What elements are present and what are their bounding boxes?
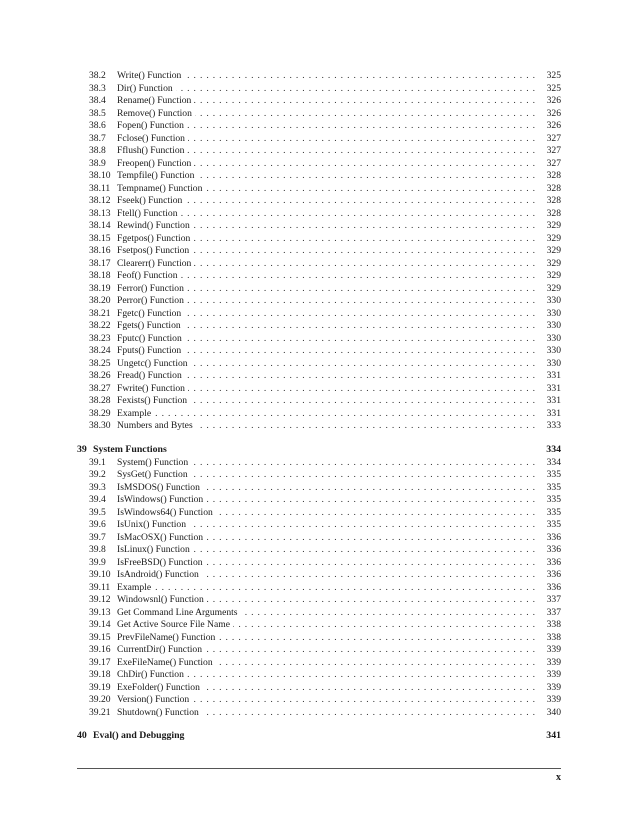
toc-entry[interactable] (77, 258, 561, 271)
section-page-number: 325 (546, 82, 561, 94)
section-number: 38.14 (89, 220, 111, 231)
section-page-number: 335 (546, 506, 561, 518)
dot-leader (187, 669, 535, 682)
section-page-number: 333 (546, 420, 561, 431)
toc-entry[interactable] (77, 333, 561, 346)
section-title: Windowsnl() Function (117, 594, 204, 605)
toc-entry[interactable] (77, 320, 561, 333)
section-page-number: 330 (546, 357, 561, 369)
section-number: 38.26 (89, 370, 111, 381)
section-page-number: 338 (546, 631, 561, 643)
section-number: 38.23 (89, 332, 111, 344)
section-page-number: 338 (546, 619, 561, 630)
section-list-38 (77, 70, 561, 433)
dot-leader (188, 383, 535, 396)
dot-leader (203, 482, 535, 495)
toc-entry[interactable] (77, 295, 561, 308)
toc-entry[interactable] (77, 370, 561, 383)
dot-leader (194, 95, 535, 108)
section-number: 38.17 (89, 257, 111, 269)
footer-divider (77, 768, 561, 769)
section-page-number: 328 (546, 195, 561, 206)
dot-leader (185, 195, 535, 208)
section-number: 39.19 (89, 681, 111, 693)
section-number: 38.24 (89, 345, 111, 356)
section-page-number: 335 (546, 481, 561, 493)
toc-entry[interactable] (77, 569, 561, 582)
dot-leader (195, 108, 535, 121)
section-number: 38.11 (89, 182, 111, 194)
section-number: 39.7 (89, 531, 106, 543)
section-page-number: 330 (546, 332, 561, 344)
section-page-number: 331 (546, 370, 561, 381)
section-number: 39.14 (89, 619, 111, 630)
dot-leader (181, 208, 536, 221)
toc-entry[interactable] (77, 358, 561, 371)
section-page-number: 328 (546, 207, 561, 219)
section-page-number: 337 (546, 594, 561, 605)
dot-leader (194, 258, 535, 271)
section-title: ExeFileName() Function (117, 656, 213, 668)
toc-entry[interactable] (77, 694, 561, 707)
dot-leader (185, 333, 535, 346)
section-number: 38.3 (89, 82, 106, 94)
section-title: Version() Function (117, 694, 190, 705)
dot-leader (216, 507, 535, 520)
section-title: Ungetc() Function (117, 357, 188, 369)
section-page-number: 339 (546, 644, 561, 655)
section-number: 38.4 (89, 95, 106, 106)
section-title: IsMSDOS() Function (117, 481, 200, 493)
dot-leader (192, 245, 535, 258)
section-number: 38.2 (89, 70, 106, 81)
dot-leader (194, 158, 535, 171)
section-number: 39.16 (89, 644, 111, 655)
toc-entry[interactable] (77, 245, 561, 258)
section-title: Tempname() Function (117, 182, 203, 194)
toc-entry[interactable] (77, 345, 561, 358)
section-title: Example (117, 407, 152, 419)
section-number: 38.7 (89, 132, 106, 144)
section-title: IsUnix() Function (117, 519, 187, 530)
dot-leader (176, 83, 535, 96)
dot-leader (181, 270, 536, 283)
section-title: IsMacOSX() Function (117, 531, 204, 543)
section-title: ExeFolder() Function (117, 681, 200, 693)
section-title: Fclose() Function (117, 132, 185, 144)
section-page-number: 339 (546, 694, 561, 705)
section-title: Remove() Function (117, 107, 192, 119)
section-title: Tempfile() Function (117, 170, 195, 181)
toc-entry[interactable] (77, 395, 561, 408)
section-page-number: 336 (546, 556, 561, 568)
section-title: IsWindows() Function (117, 494, 204, 505)
chapter-39-heading[interactable] (77, 443, 561, 457)
section-page-number: 336 (546, 581, 561, 593)
section-title: PrevFileName() Function (117, 631, 216, 643)
dot-leader (203, 682, 535, 695)
dot-leader (193, 233, 535, 246)
toc-entry[interactable] (77, 482, 561, 495)
dot-leader (185, 370, 535, 383)
section-number: 39.18 (89, 669, 111, 680)
dot-leader (187, 120, 535, 133)
section-number: 38.15 (89, 232, 111, 244)
section-title: Rewind() Function (117, 220, 190, 231)
section-title: Freopen() Function (117, 157, 192, 169)
chapter-page-number: 341 (546, 730, 561, 741)
section-title: Get Command Line Arguments (117, 606, 238, 618)
section-page-number: 327 (546, 145, 561, 156)
section-number: 38.16 (89, 245, 111, 256)
chapter-title: Eval() and Debugging (93, 730, 185, 741)
section-title: IsFreeBSD() Function (117, 556, 203, 568)
dot-leader (187, 145, 535, 158)
toc-entry[interactable] (77, 133, 561, 146)
section-page-number: 336 (546, 544, 561, 555)
toc-entry[interactable] (77, 183, 561, 196)
toc-entry[interactable] (77, 469, 561, 482)
section-number: 38.25 (89, 357, 111, 369)
section-title: Write() Function (117, 70, 182, 81)
section-title: Ferror() Function (117, 282, 184, 294)
section-page-number: 334 (546, 456, 561, 468)
section-number: 38.5 (89, 107, 106, 119)
section-page-number: 336 (546, 531, 561, 543)
section-page-number: 339 (546, 681, 561, 693)
toc-entry[interactable] (77, 507, 561, 520)
toc-entry[interactable] (77, 408, 561, 421)
section-number: 39.15 (89, 631, 111, 643)
section-page-number: 339 (546, 669, 561, 680)
section-title: Numbers and Bytes (117, 420, 193, 431)
table-of-contents (77, 70, 561, 743)
dot-leader (197, 170, 535, 183)
section-number: 39.1 (89, 456, 106, 468)
dot-leader (205, 644, 535, 657)
toc-entry[interactable] (77, 619, 561, 632)
toc-entry[interactable] (77, 208, 561, 221)
section-page-number: 335 (546, 469, 561, 480)
dot-leader (233, 619, 535, 632)
section-page-number: 330 (546, 345, 561, 356)
section-page-number: 329 (546, 282, 561, 294)
dot-leader (154, 408, 535, 421)
page-number: x (556, 772, 561, 783)
toc-entry[interactable] (77, 383, 561, 396)
section-title: Fgetpos() Function (117, 232, 191, 244)
section-number: 38.18 (89, 270, 111, 281)
section-page-number: 330 (546, 295, 561, 306)
toc-entry[interactable] (77, 145, 561, 158)
toc-entry[interactable] (77, 195, 561, 208)
toc-entry[interactable] (77, 120, 561, 133)
section-number: 39.11 (89, 581, 111, 593)
section-page-number: 328 (546, 182, 561, 194)
section-number: 38.21 (89, 307, 111, 319)
dot-leader (196, 420, 535, 433)
section-page-number: 335 (546, 519, 561, 530)
section-number: 38.27 (89, 382, 111, 394)
toc-entry[interactable] (77, 644, 561, 657)
section-title: Ftell() Function (117, 207, 178, 219)
section-number: 38.22 (89, 320, 111, 331)
section-title: Clearerr() Function (117, 257, 192, 269)
section-title: Example (117, 581, 152, 593)
toc-entry[interactable] (77, 270, 561, 283)
dot-leader (154, 582, 535, 595)
section-title: CurrentDir() Function (117, 644, 202, 655)
dot-leader (206, 557, 535, 570)
dot-leader (192, 694, 535, 707)
dot-leader (184, 308, 535, 321)
toc-entry[interactable] (77, 283, 561, 296)
section-number: 39.8 (89, 544, 106, 555)
toc-entry[interactable] (77, 669, 561, 682)
dot-leader (187, 295, 535, 308)
chapter-number: 40 (77, 730, 87, 741)
section-page-number: 330 (546, 307, 561, 319)
toc-entry[interactable] (77, 457, 561, 470)
chapter-number: 39 (77, 443, 87, 455)
section-title: Fputc() Function (117, 332, 182, 344)
dot-leader (241, 607, 535, 620)
toc-entry[interactable] (77, 707, 561, 720)
section-number: 39.4 (89, 494, 106, 505)
section-number: 38.9 (89, 157, 106, 169)
section-page-number: 328 (546, 170, 561, 181)
toc-entry[interactable] (77, 83, 561, 96)
section-page-number: 329 (546, 257, 561, 269)
toc-entry[interactable] (77, 233, 561, 246)
section-page-number: 337 (546, 606, 561, 618)
section-title: Perror() Function (117, 295, 184, 306)
dot-leader (184, 320, 535, 333)
section-number: 39.2 (89, 469, 106, 480)
toc-entry[interactable] (77, 682, 561, 695)
section-title: Feof() Function (117, 270, 178, 281)
section-page-number: 336 (546, 569, 561, 580)
toc-entry[interactable] (77, 582, 561, 595)
section-number: 39.3 (89, 481, 106, 493)
section-page-number: 329 (546, 232, 561, 244)
section-page-number: 340 (546, 706, 561, 718)
section-page-number: 326 (546, 107, 561, 119)
section-page-number: 327 (546, 157, 561, 169)
toc-entry[interactable] (77, 158, 561, 171)
section-title: Fgets() Function (117, 320, 181, 331)
dot-leader (218, 632, 535, 645)
section-list-39 (77, 457, 561, 720)
section-page-number: 331 (546, 395, 561, 406)
section-number: 38.10 (89, 170, 111, 181)
toc-entry[interactable] (77, 308, 561, 321)
section-title: IsLinux() Function (117, 544, 190, 555)
section-title: Fseek() Function (117, 195, 183, 206)
section-page-number: 329 (546, 220, 561, 231)
toc-entry[interactable] (77, 494, 561, 507)
section-title: Fexists() Function (117, 395, 188, 406)
toc-entry[interactable] (77, 657, 561, 670)
section-title: ChDir() Function (117, 669, 184, 680)
section-page-number: 331 (546, 382, 561, 394)
section-number: 39.12 (89, 594, 111, 605)
section-number: 38.28 (89, 395, 111, 406)
chapter-page-number: 334 (546, 443, 561, 455)
dot-leader (189, 519, 535, 532)
section-number: 38.13 (89, 207, 111, 219)
section-page-number: 335 (546, 494, 561, 505)
section-title: System() Function (117, 456, 189, 468)
section-number: 38.6 (89, 120, 106, 131)
toc-entry[interactable] (77, 70, 561, 83)
dot-leader (205, 183, 535, 196)
dot-leader (184, 70, 535, 83)
dot-leader (216, 657, 535, 670)
section-number: 39.5 (89, 506, 106, 518)
chapter-title: System Functions (93, 443, 167, 455)
dot-leader (193, 220, 535, 233)
section-page-number: 326 (546, 120, 561, 131)
section-title: Dir() Function (117, 82, 173, 94)
dot-leader (191, 469, 535, 482)
toc-entry[interactable] (77, 108, 561, 121)
section-page-number: 327 (546, 132, 561, 144)
toc-entry[interactable] (77, 170, 561, 183)
section-title: Get Active Source File Name (117, 619, 230, 630)
toc-entry[interactable] (77, 532, 561, 545)
section-number: 39.17 (89, 656, 111, 668)
section-number: 39.21 (89, 706, 111, 718)
section-title: Shutdown() Function (117, 706, 199, 718)
dot-leader (207, 594, 535, 607)
section-number: 38.30 (89, 420, 111, 431)
toc-entry[interactable] (77, 607, 561, 620)
section-number: 38.20 (89, 295, 111, 306)
toc-entry[interactable] (77, 519, 561, 532)
dot-leader (184, 345, 535, 358)
section-page-number: 330 (546, 320, 561, 331)
toc-entry[interactable] (77, 95, 561, 108)
section-title: SysGet() Function (117, 469, 188, 480)
section-title: IsAndroid() Function (117, 569, 199, 580)
section-number: 39.9 (89, 556, 106, 568)
section-title: Fopen() Function (117, 120, 184, 131)
toc-entry[interactable] (77, 557, 561, 570)
section-number: 38.8 (89, 145, 106, 156)
chapter-40-heading[interactable] (77, 729, 561, 743)
section-number: 38.12 (89, 195, 111, 206)
section-number: 39.20 (89, 694, 111, 705)
section-title: Fsetpos() Function (117, 245, 190, 256)
section-title: Fwrite() Function (117, 382, 185, 394)
dot-leader (187, 283, 535, 296)
dot-leader (191, 358, 535, 371)
dot-leader (206, 494, 535, 507)
section-title: Fread() Function (117, 370, 182, 381)
dot-leader (191, 457, 535, 470)
section-page-number: 331 (546, 407, 561, 419)
dot-leader (206, 532, 535, 545)
toc-entry[interactable] (77, 632, 561, 645)
section-number: 38.19 (89, 282, 111, 294)
dot-leader (188, 133, 535, 146)
section-page-number: 325 (546, 70, 561, 81)
dot-leader (202, 707, 535, 720)
section-number: 39.13 (89, 606, 111, 618)
toc-entry[interactable] (77, 420, 561, 433)
dot-leader (193, 544, 535, 557)
section-number: 38.29 (89, 407, 111, 419)
section-title: Fflush() Function (117, 145, 185, 156)
section-title: IsWindows64() Function (117, 506, 213, 518)
dot-leader (202, 569, 535, 582)
section-number: 39.6 (89, 519, 106, 530)
section-page-number: 329 (546, 270, 561, 281)
section-title: Rename() Function (117, 95, 192, 106)
toc-entry[interactable] (77, 544, 561, 557)
section-page-number: 326 (546, 95, 561, 106)
section-page-number: 329 (546, 245, 561, 256)
section-page-number: 339 (546, 656, 561, 668)
section-title: Fputs() Function (117, 345, 182, 356)
toc-entry[interactable] (77, 594, 561, 607)
section-number: 39.10 (89, 569, 111, 580)
section-title: Fgetc() Function (117, 307, 182, 319)
toc-entry[interactable] (77, 220, 561, 233)
dot-leader (190, 395, 535, 408)
